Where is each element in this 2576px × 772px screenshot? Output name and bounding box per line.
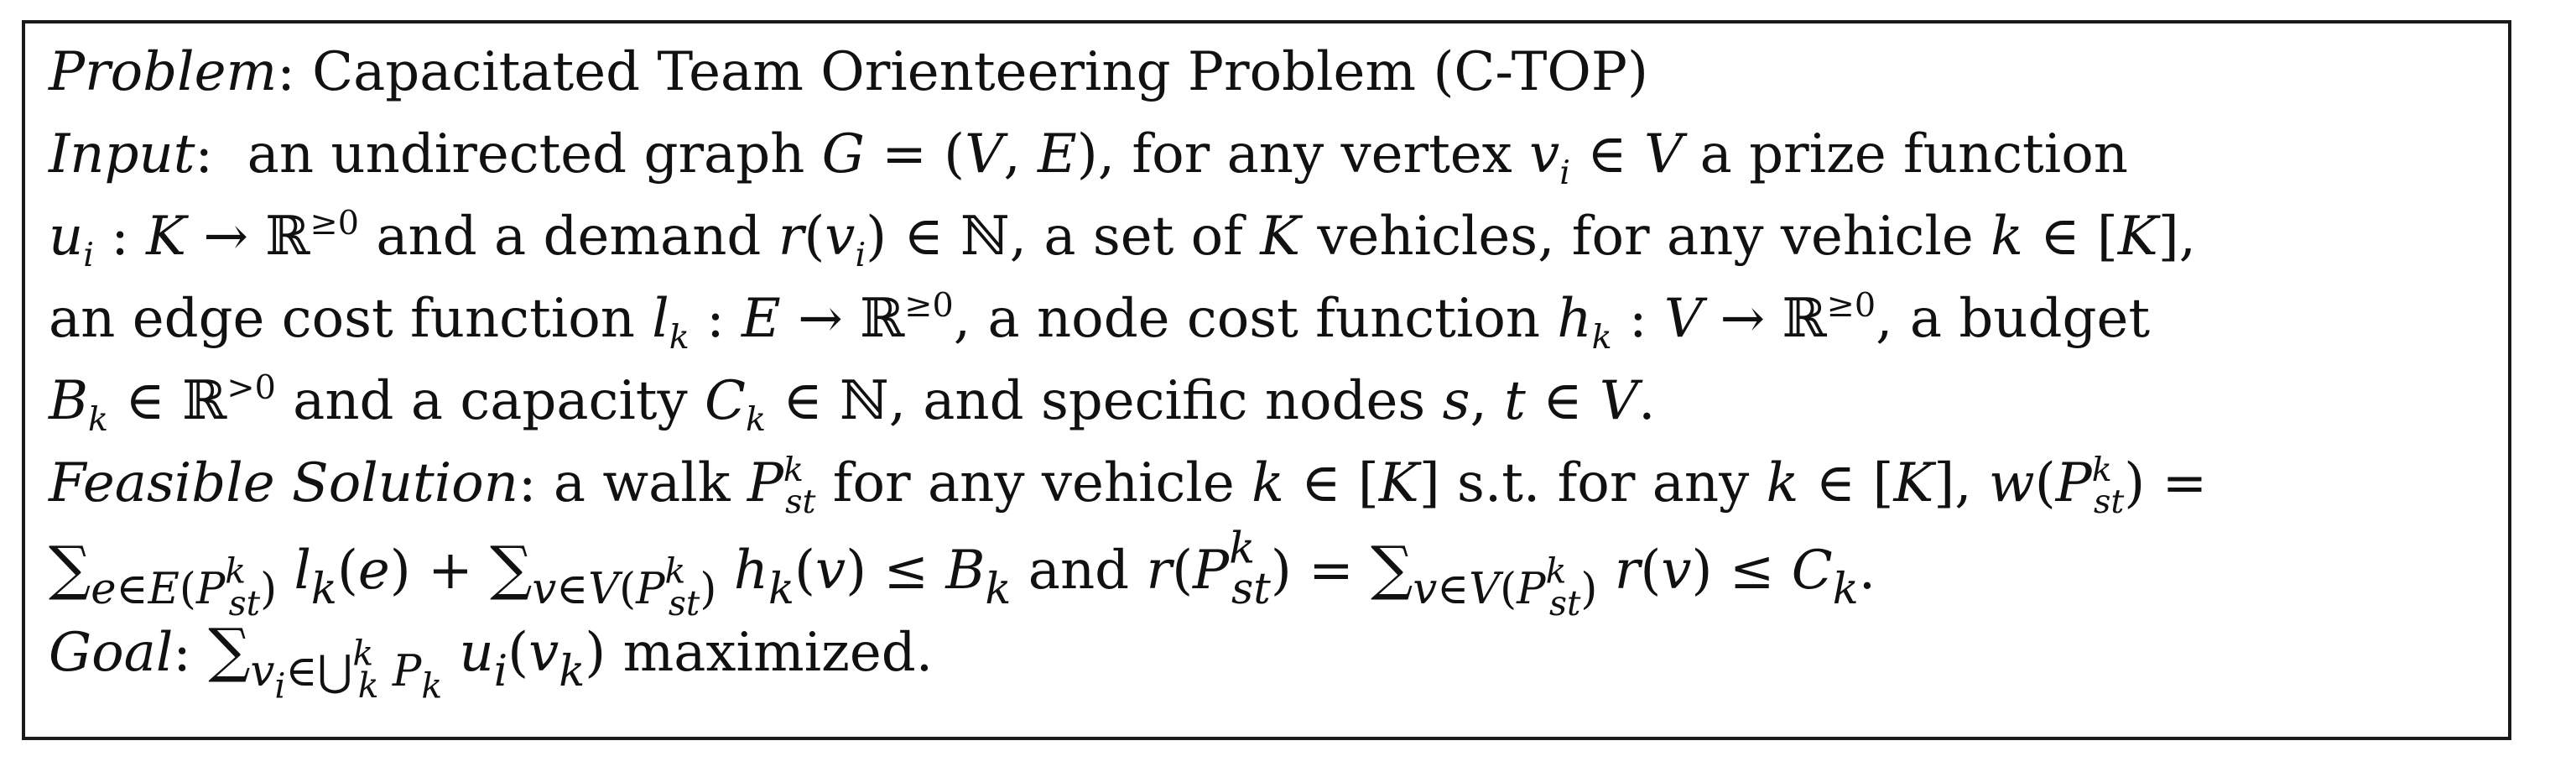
problem-line: Problem: Capacitated Team Orienteering Problem (C-TOP) [49,41,1648,103]
input-line-4: $B_k$ ∈ ℝ$^{>0}$ and a capacity $C_k$ ∈ ℕ, and specific nodes s, t ∈ V. [49,368,1656,439]
problem-label: Problem [49,41,278,103]
input-label: Input [49,123,195,185]
problem-title: : Capacitated Team Orienteering Problem ( [277,41,1455,103]
input-line-2: $u_i$ : K → ℝ$^{\ge 0}$ and a demand $r(v_i)$ ∈ ℕ, a set of K vehicles, for any vehicle k ∈ [K], [49,204,2197,274]
feasible-line-1: Feasible Solution: a walk $P^k_{st}$ for any vehicle k ∈ [K] s.t. for any k ∈ [K], $w(P^k_{st})$ = [49,451,2208,521]
feasible-label: Feasible Solution [49,452,518,514]
goal-line: Goal: $\sum_{v_i\in⋃^k_k P_k}$ $u_i(v_k)$ maximized. [49,616,934,707]
goal-label: Goal [49,622,174,684]
feasible-line-2: $\sum_{e\in E(P^k_{st})}$ $l_k(e) + \sum_{v\in V(P^k_{st})}$ $h_k(v) \le B_k$ and $r(P^k_{st}) = \sum_{v\in V(P^k_{st})}$ $r(v) \le C_k$. [49,523,1876,624]
problem-abbrev: C-TOP [1454,41,1627,103]
input-line-1: Input: an undirected graph G = (V, E), for any vertex $v_i$ ∈ V a prize function [49,123,2128,192]
input-line-3: an edge cost function $l_k$ : E → ℝ$^{\ge 0}$, a node cost function $h_k$ : V → ℝ$^{\ge 0}$, a budget [49,286,2151,357]
problem-definition-box [22,20,2511,740]
